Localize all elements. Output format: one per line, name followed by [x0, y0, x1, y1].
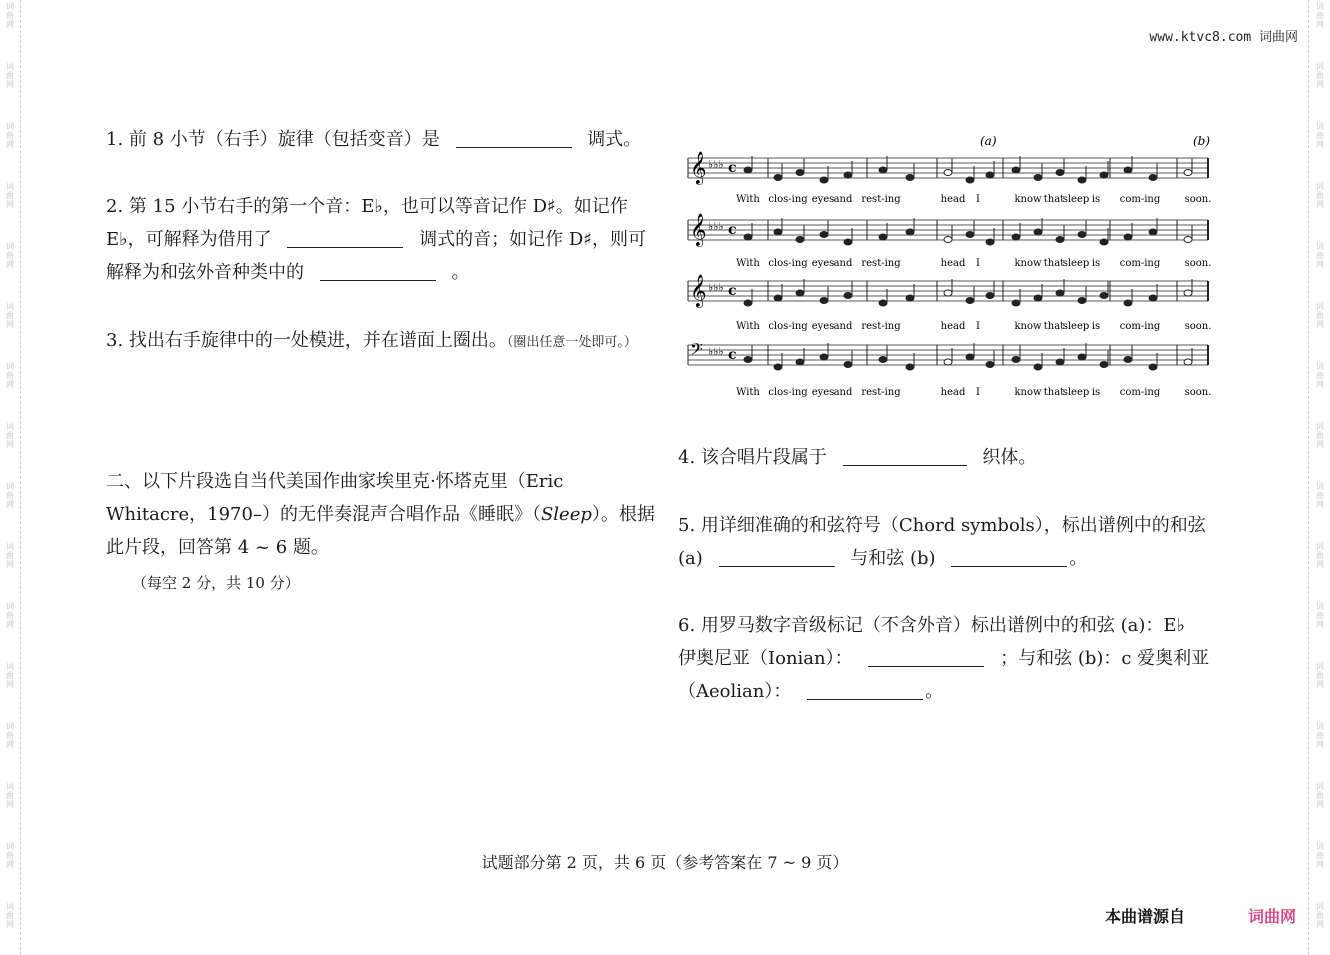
edge-watermark-mark: 词 曲 网 — [1316, 602, 1324, 629]
note-head — [966, 354, 974, 360]
lyric-word-row-4: I — [976, 387, 980, 398]
note-head — [1012, 234, 1020, 240]
lyric-word-row-1: eyes — [811, 194, 835, 205]
lyric-word-row-4: com-ing — [1119, 387, 1161, 398]
lyric-word-row-2: is — [1091, 258, 1101, 269]
note-head — [1100, 362, 1108, 368]
lyric-word-row-3: that — [1043, 321, 1065, 332]
work-title: Sleep — [540, 504, 592, 525]
note-head — [1078, 177, 1086, 183]
lyric-word-row-2: With — [736, 258, 760, 269]
lyric-word-row-4: sleep — [1062, 387, 1090, 398]
edge-watermark-mark: 词 曲 网 — [1316, 242, 1324, 269]
q2-answer-blank-1[interactable] — [287, 227, 403, 248]
lyric-word-row-3: clos-ing — [768, 321, 808, 332]
edge-watermark-mark: 词 曲 网 — [1316, 2, 1324, 29]
note-head — [844, 172, 852, 178]
note-head — [1012, 167, 1020, 173]
note-head — [774, 229, 782, 235]
q5-line1: 5. 用详细准确的和弦符号（Chord symbols），标出谱例中的和弦 — [678, 515, 1206, 536]
edge-watermark-mark: 词 曲 网 — [1316, 122, 1324, 149]
note-head — [1078, 298, 1086, 304]
note-head — [966, 298, 974, 304]
question-5 — [678, 509, 1206, 575]
q1-prefix: 1. 前 8 小节（右手）旋律（包括变音）是 — [106, 129, 440, 150]
note-head — [1056, 290, 1064, 296]
lyric-word-row-2: and — [833, 258, 853, 269]
lyric-word-row-1: rest-ing — [861, 194, 901, 205]
note-head — [966, 232, 974, 238]
lyric-word-row-3: eyes — [811, 321, 835, 332]
note-head — [1184, 290, 1192, 296]
note-head — [1100, 239, 1108, 245]
note-head — [796, 359, 804, 365]
lyric-word-row-2: I — [976, 258, 980, 269]
note-head — [796, 290, 804, 296]
time-signature: c — [728, 160, 737, 176]
section-2-intro — [106, 465, 655, 564]
left-edge-watermark — [0, 0, 20, 955]
note-head — [1184, 359, 1192, 365]
note-head — [906, 295, 914, 301]
note-head — [1034, 295, 1042, 301]
note-head — [1149, 364, 1157, 370]
key-signature: ♭♭♭ — [708, 158, 724, 171]
right-edge-watermark — [1310, 0, 1330, 955]
q6-line2 — [678, 642, 1209, 675]
lyric-word-row-3: and — [833, 321, 853, 332]
left-edge-divider — [20, 0, 21, 955]
lyric-word-row-4: know — [1014, 387, 1042, 398]
note-head — [1078, 232, 1086, 238]
lyric-word-row-3: know — [1014, 321, 1042, 332]
edge-watermark-mark: 词 曲 网 — [6, 482, 14, 509]
edge-watermark-mark: 词 曲 网 — [6, 782, 14, 809]
edge-watermark-mark: 词 曲 网 — [6, 422, 14, 449]
edge-watermark-mark: 词 曲 网 — [6, 842, 14, 869]
lyric-word-row-3: I — [976, 321, 980, 332]
q4-suffix: 织体。 — [982, 447, 1037, 468]
lyric-word-row-2: soon. — [1184, 258, 1212, 269]
lyric-word-row-2: eyes — [811, 258, 835, 269]
edge-watermark-mark: 词 曲 网 — [1316, 302, 1324, 329]
note-head — [1149, 175, 1157, 181]
choral-score-excerpt — [678, 125, 1218, 410]
question-2 — [106, 190, 646, 289]
note-head — [1012, 357, 1020, 363]
lyric-word-row-1: com-ing — [1119, 194, 1161, 205]
note-head — [774, 295, 782, 301]
edge-watermark-mark: 词 曲 网 — [6, 602, 14, 629]
q6-line2-suffix: ；与和弦 (b)：c 爱奥利亚 — [1000, 648, 1210, 669]
question-3 — [106, 324, 637, 359]
time-signature: c — [728, 283, 737, 299]
note-head — [986, 172, 994, 178]
lyric-word-row-1: is — [1091, 194, 1101, 205]
page-footer: 试题部分第 2 页，共 6 页（参考答案在 7 ~ 9 页） — [481, 853, 849, 872]
q4-answer-blank[interactable] — [843, 445, 967, 466]
q6-answer-blank-b[interactable] — [807, 679, 923, 700]
q2-line3-suffix: 。 — [451, 262, 470, 283]
note-head — [820, 298, 828, 304]
note-head — [844, 239, 852, 245]
note-head — [1149, 229, 1157, 235]
section2-line2-prefix: Whitacre，1970–）的无伴奏混声合唱作品《睡眠》（ — [106, 504, 541, 525]
chord-b-label: (b) — [1193, 134, 1211, 148]
q5-answer-blank-b[interactable] — [951, 546, 1067, 567]
note-head — [1124, 300, 1132, 306]
q5-line2 — [678, 542, 1206, 575]
q6-line2-prefix: 伊奥尼亚（Ionian）： — [678, 648, 853, 669]
lyric-word-row-2: that — [1043, 258, 1065, 269]
right-edge-divider — [1308, 0, 1309, 955]
lyric-word-row-3: com-ing — [1119, 321, 1161, 332]
q2-line3 — [106, 256, 646, 289]
edge-watermark-mark: 词 曲 网 — [6, 302, 14, 329]
bass-clef: 𝄢 — [690, 339, 703, 363]
lyric-word-row-3: is — [1091, 321, 1101, 332]
note-head — [986, 293, 994, 299]
q5-a-label: (a) — [678, 548, 703, 569]
edge-watermark-mark: 词 曲 网 — [6, 242, 14, 269]
edge-watermark-mark: 词 曲 网 — [6, 2, 14, 29]
q5-answer-blank-a[interactable] — [719, 546, 835, 567]
note-head — [944, 170, 952, 176]
edge-watermark-mark: 词 曲 网 — [1316, 482, 1324, 509]
note-head — [744, 167, 752, 173]
edge-watermark-mark: 词 曲 网 — [6, 182, 14, 209]
edge-watermark-mark: 词 曲 网 — [6, 62, 14, 89]
q1-suffix: 调式。 — [587, 129, 642, 150]
q5-end: 。 — [1069, 548, 1088, 569]
lyric-word-row-2: head — [940, 258, 966, 269]
note-head — [906, 364, 914, 370]
note-head — [879, 357, 887, 363]
q6-line3-prefix: （Aeolian）： — [678, 681, 792, 702]
note-head — [796, 237, 804, 243]
note-head — [844, 293, 852, 299]
note-head — [944, 237, 952, 243]
lyric-word-row-1: With — [736, 194, 760, 205]
note-head — [1078, 354, 1086, 360]
q5-mid: 与和弦 — [850, 548, 905, 569]
lyric-word-row-1: know — [1014, 194, 1042, 205]
q2-line2-prefix: E♭，可解释为借用了 — [106, 229, 272, 250]
chord-a-label: (a) — [980, 134, 997, 148]
lyric-word-row-2: sleep — [1062, 258, 1090, 269]
lyric-word-row-4: is — [1091, 387, 1101, 398]
edge-watermark-mark: 词 曲 网 — [1316, 842, 1324, 869]
q2-line2 — [106, 223, 646, 256]
note-head — [1056, 170, 1064, 176]
q2-line3-prefix: 解释为和弦外音种类中的 — [106, 262, 304, 283]
q2-answer-blank-2[interactable] — [320, 260, 436, 281]
note-head — [1184, 237, 1192, 243]
edge-watermark-mark: 词 曲 网 — [6, 362, 14, 389]
q3-note: （圈出任意一处即可。） — [506, 335, 637, 350]
key-signature: ♭♭♭ — [708, 345, 724, 358]
question-1 — [106, 123, 641, 156]
lyric-word-row-1: that — [1043, 194, 1065, 205]
lyric-word-row-3: rest-ing — [861, 321, 901, 332]
lyric-word-row-3: soon. — [1184, 321, 1212, 332]
note-head — [1149, 295, 1157, 301]
treble-clef: 𝄞 — [690, 213, 707, 246]
lyric-word-row-1: I — [976, 194, 980, 205]
edge-watermark-mark: 词 曲 网 — [1316, 662, 1324, 689]
note-head — [844, 362, 852, 368]
note-head — [944, 359, 952, 365]
lyric-word-row-3: sleep — [1062, 321, 1090, 332]
lyric-word-row-4: head — [940, 387, 966, 398]
lyric-word-row-4: that — [1043, 387, 1065, 398]
note-head — [1124, 167, 1132, 173]
edge-watermark-mark: 词 曲 网 — [6, 122, 14, 149]
clefs — [690, 151, 737, 363]
note-head — [1034, 364, 1042, 370]
edge-watermark-mark: 词 曲 网 — [1316, 62, 1324, 89]
note-head — [1034, 229, 1042, 235]
note-head — [1100, 172, 1108, 178]
edge-watermark-mark: 词 曲 网 — [1316, 722, 1324, 749]
edge-watermark-mark: 词 曲 网 — [6, 902, 14, 929]
note-head — [986, 239, 994, 245]
lyric-word-row-2: clos-ing — [768, 258, 808, 269]
note-head — [744, 234, 752, 240]
q1-answer-blank[interactable] — [456, 127, 572, 148]
edge-watermark-mark: 词 曲 网 — [1316, 782, 1324, 809]
lyric-word-row-4: clos-ing — [768, 387, 808, 398]
note-head — [1056, 237, 1064, 243]
note-head — [906, 175, 914, 181]
time-signature: c — [728, 347, 737, 363]
section2-line2 — [106, 498, 655, 531]
lyric-word-row-1: clos-ing — [768, 194, 808, 205]
edge-watermark-mark: 词 曲 网 — [1316, 182, 1324, 209]
lyric-word-row-4: With — [736, 387, 760, 398]
lyric-word-row-2: know — [1014, 258, 1042, 269]
note-head — [796, 170, 804, 176]
note-head — [944, 290, 952, 296]
lyric-word-row-3: head — [940, 321, 966, 332]
section2-line1: 二、以下片段选自当代美国作曲家埃里克·怀塔克里（Eric — [106, 471, 564, 492]
key-signature: ♭♭♭ — [708, 281, 724, 294]
note-head — [879, 234, 887, 240]
note-head — [820, 232, 828, 238]
q2-line2-suffix: 调式的音；如记作 D♯，则可 — [419, 229, 646, 250]
edge-watermark-mark: 词 曲 网 — [6, 722, 14, 749]
note-head — [1034, 175, 1042, 181]
lyric-word-row-4: rest-ing — [861, 387, 901, 398]
lyric-word-row-1: soon. — [1184, 194, 1212, 205]
note-head — [879, 300, 887, 306]
q2-line1: 2. 第 15 小节右手的第一个音：E♭，也可以等音记作 D♯。如记作 — [106, 196, 628, 217]
q5-b-label: (b) — [909, 548, 936, 569]
key-signature: ♭♭♭ — [708, 220, 724, 233]
note-head — [1012, 300, 1020, 306]
note-head — [744, 357, 752, 363]
lyric-word-row-4: eyes — [811, 387, 835, 398]
note-head — [1124, 357, 1132, 363]
time-signature: c — [728, 222, 737, 238]
edge-watermark-mark: 词 曲 网 — [1316, 422, 1324, 449]
treble-clef: 𝄞 — [690, 274, 707, 307]
q6-line1: 6. 用罗马数字音级标记（不含外音）标出谱例中的和弦 (a)：E♭ — [678, 615, 1186, 636]
q6-line3-suffix: 。 — [925, 681, 944, 702]
note-head — [744, 300, 752, 306]
edge-watermark-mark: 词 曲 网 — [1316, 902, 1324, 929]
edge-watermark-mark: 词 曲 网 — [1316, 362, 1324, 389]
q4-prefix: 4. 该合唱片段属于 — [678, 447, 827, 468]
lyric-word-row-4: and — [833, 387, 853, 398]
lyric-word-row-2: com-ing — [1119, 258, 1161, 269]
edge-watermark-mark: 词 曲 网 — [6, 662, 14, 689]
edge-watermark-mark: 词 曲 网 — [1316, 542, 1324, 569]
q6-line3 — [678, 675, 1209, 708]
q6-answer-blank-a[interactable] — [868, 646, 984, 667]
lyric-word-row-1: sleep — [1062, 194, 1090, 205]
section-2-points: （每空 2 分，共 10 分） — [132, 574, 300, 592]
note-head — [820, 177, 828, 183]
question-6 — [678, 609, 1209, 708]
note-head — [1184, 170, 1192, 176]
site-url[interactable]: www.ktvc8.com 词曲网 — [1149, 30, 1298, 45]
note-head — [986, 362, 994, 368]
note-head — [1100, 293, 1108, 299]
note-head — [966, 177, 974, 183]
lyric-word-row-2: rest-ing — [861, 258, 901, 269]
lyric-word-row-1: and — [833, 194, 853, 205]
note-head — [1056, 359, 1064, 365]
section2-line2-suffix: ）。根据 — [591, 504, 655, 525]
question-4 — [678, 441, 1036, 474]
edge-watermark-mark: 词 曲 网 — [6, 542, 14, 569]
note-head — [1124, 234, 1132, 240]
source-site-logo[interactable]: 词曲网 — [1247, 907, 1296, 926]
lyric-word-row-4: soon. — [1184, 387, 1212, 398]
source-label: 本曲谱源自 — [1104, 907, 1185, 926]
treble-clef: 𝄞 — [690, 151, 707, 184]
lyric-word-row-3: With — [736, 321, 760, 332]
q3-text: 3. 找出右手旋律中的一处模进，并在谱面上圈出。 — [106, 330, 507, 351]
note-head — [774, 175, 782, 181]
note-head — [906, 229, 914, 235]
section2-line3: 此片段，回答第 4 ~ 6 题。 — [106, 537, 329, 558]
note-head — [879, 167, 887, 173]
note-head — [820, 354, 828, 360]
lyric-word-row-1: head — [940, 194, 966, 205]
note-head — [774, 364, 782, 370]
